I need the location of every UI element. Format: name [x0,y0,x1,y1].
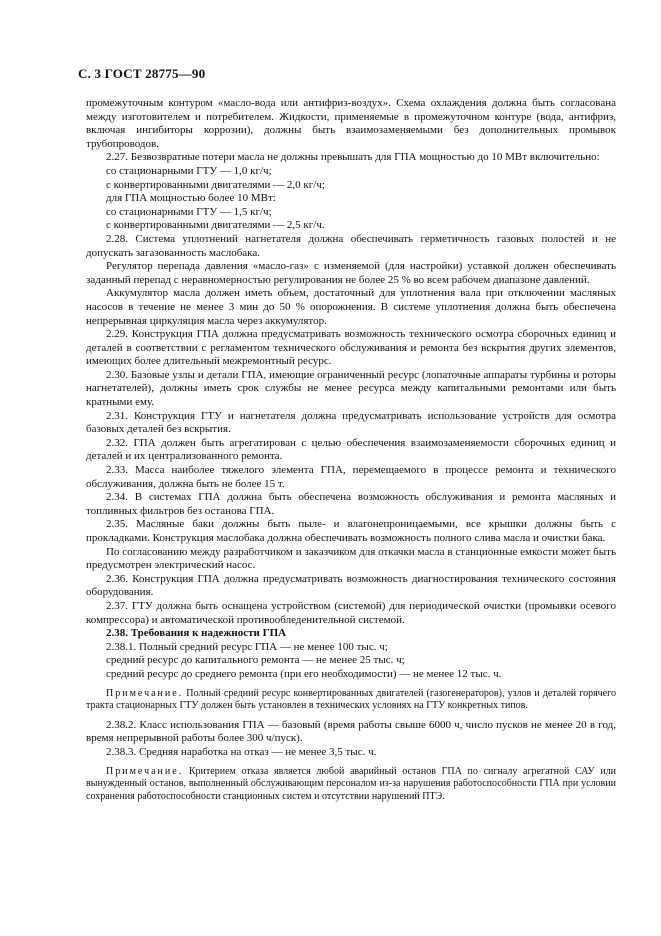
paragraph-2-38-1: 2.38.1. Полный средний ресурс ГПА — не менее 100 тыс. ч; [106,640,388,653]
paragraph-accumulator: Аккумулятор масла должен иметь объем, достаточный для уплотнения вала при отключении масляных насосов в течение не менее 3 мин до 50 % опорожнения. В системе уплотнения должна быть обеспечена непрерывная циркуляция масла через аккумулятор. [86,287,616,327]
paragraph-2-31: 2.31. Конструкция ГТУ и нагнетателя должна предусматривать использование устройств для осмотра базовых деталей без вскрытия. [86,409,616,436]
paragraph-2-34: 2.34. В системах ГПА должна быть обеспечена возможность обслуживания и ремонта масляных и топливных фильтров без останова ГПА. [86,491,616,517]
paragraph-2-32: 2.32. ГПА должен быть агрегатирован с целью обеспечения взаимозаменяемости сборочных единиц и деталей и их централизованного ремонта. [86,436,616,463]
paragraph-2-30: 2.30. Базовые узлы и детали ГПА, имеющие ограниченный ресурс (лопаточные аппараты турбины и роторы нагнетателей), должны иметь срок службы не менее ресурса между капитальными ремонтами или быть кратными ему. [86,368,616,409]
list-item: средний ресурс до капитального ремонта — не менее 25 тыс. ч; [106,654,405,667]
note-2 [86,766,616,804]
section-heading-2-38: 2.38. Требования к надежности ГПА [106,627,287,640]
page-header: С. 3 ГОСТ 28775—90 [78,66,206,81]
paragraph-agreement: По согласованию между разработчиком и заказчиком для откачки масла в станционные емкости может быть предусмотрен электрический насос. [86,545,616,572]
list-item: со стационарными ГТУ — 1,0 кг/ч; [106,164,272,177]
note-text: Критерием отказа является любой аварийный останов ГПА по сигналу агрегатной САУ или вынужденный останов, выполненный обслуживающим персоналом из-за нарушения работоспособности ГПА при условии сохранения работоспособности станционных систем и отсутствии нарушений ПТЭ. [86,765,616,802]
note-1 [86,688,616,713]
paragraph-cooling-continued: промежуточным контуром «масло-вода или антифриз-воздух». Схема охлаждения должна быть согласована между изготовителем и потребителем. Жидкости, применяемые в промежуточном контуре (вода, антифриз, включая ингибиторы коррозии), должны быть взаимозаменяемыми без дополнительных промывок трубопроводов. [86,97,616,150]
paragraph-2-35: 2.35. Масляные баки должны быть пыле- и влагонепроницаемыми, все крышки должны быть с прокладками. Конструкция маслобака должна обеспечивать возможность полного слива масла и очистки бака. [86,518,616,544]
note-lead: Примечание. [106,687,184,699]
paragraph-2-37: 2.37. ГТУ должна быть оснащена устройством (системой) для периодической очистки (промывки осевого компрессора) и автоматической противообледенительной системой. [86,599,616,626]
note-text: Полный средний ресурс конвертированных двигателей (газогенераторов), узлов и деталей горячего тракта стационарных ГТУ должен быть установлен в технических условиях на ГТУ конкретных типов. [86,687,616,712]
paragraph-2-29: 2.29. Конструкция ГПА должна предусматривать возможность технического осмотра сборочных единиц и деталей в соответствии с регламентом технического обслуживания и ремонта без вскрытия других элементов, имеющих более длительный межремонтный ресурс. [86,328,616,368]
list-item: с конвертированными двигателями — 2,0 кг/ч; [106,178,325,191]
note-lead: Примечание. [106,765,184,777]
paragraph-2-27: 2.27. Безвозвратные потери масла не должны превышать для ГПА мощностью до 10 МВт включительно: [106,151,600,164]
paragraph-2-36: 2.36. Конструкция ГПА должна предусматривать возможность диагностирования технического состояния оборудования. [86,572,616,599]
paragraph-regulator: Регулятор перепада давления «масло-газ» с изменяемой (для настройки) уставкой должен обеспечивать заданный перепад с неравномерностью регулирования не более 25 % во всем рабочем диапазоне давлений. [86,260,616,286]
paragraph-2-38-2: 2.38.2. Класс использования ГПА — базовый (время работы свыше 6000 ч, число пусков не менее 20 в год, время непрерывной работы более 300 ч/пуск). [86,718,616,745]
document-body [86,97,616,803]
paragraph-2-38-3: 2.38.3. Средняя наработка на отказ — не менее 3,5 тыс. ч. [106,745,377,758]
list-item: с конвертированными двигателями — 2,5 кг/ч. [106,219,325,232]
list-item: средний ресурс до среднего ремонта (при его необходимости) — не менее 12 тыс. ч. [106,667,502,680]
paragraph-2-33: 2.33. Масса наиболее тяжелого элемента ГПА, перемещаемого в процессе ремонта и технического обслуживания, должна быть не более 15 т. [86,464,616,490]
list-item: со стационарными ГТУ — 1,5 кг/ч; [106,205,272,218]
list-item: для ГПА мощностью более 10 МВт: [106,192,276,205]
paragraph-2-28: 2.28. Система уплотнений нагнетателя должна обеспечивать герметичность газовых полостей и не допускать загазованность маслобака. [86,232,616,259]
